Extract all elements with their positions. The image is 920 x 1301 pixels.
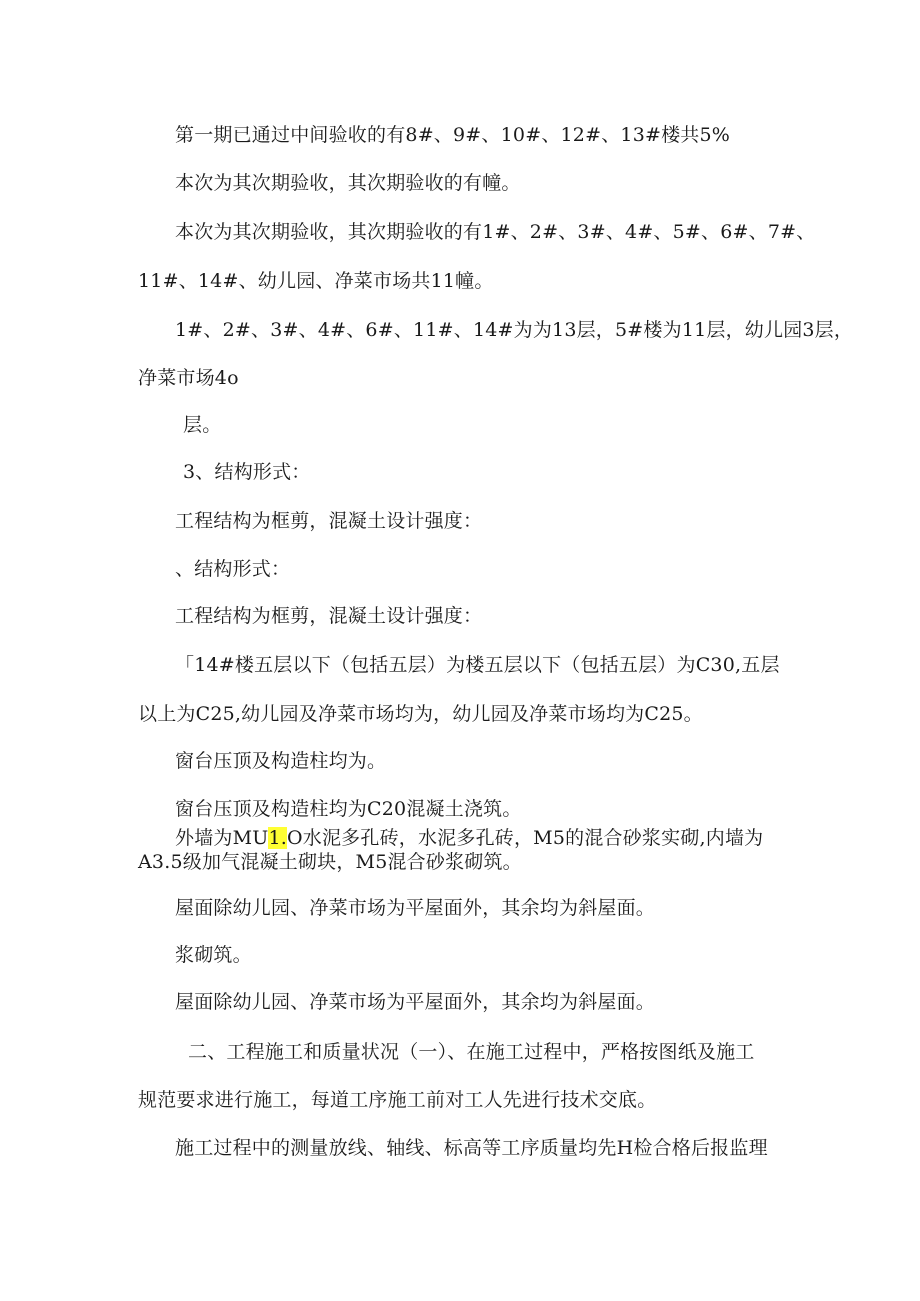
text-line: 1#、2#、3#、4#、6#、11#、14#为为13层，5#楼为11层，幼儿园3层， xyxy=(175,319,854,341)
text-line: 屋面除幼儿园、净菜市场为平屋面外，其余均为斜屋面。 xyxy=(175,991,656,1013)
text-line: 净菜市场4o xyxy=(138,367,239,389)
section-heading: 3、结构形式： xyxy=(183,461,311,483)
text-line: 窗台压顶及构造柱均为。 xyxy=(175,750,387,772)
text-line: 施工过程中的测量放线、轴线、标高等工序质量均先H检合格后报监理 xyxy=(175,1137,768,1159)
text-line: 屋面除幼儿园、净菜市场为平屋面外，其余均为斜屋面。 xyxy=(175,897,656,919)
text-line-wall xyxy=(175,826,763,850)
section-heading: 、结构形式： xyxy=(175,558,291,580)
text-line: 浆砌筑。 xyxy=(175,944,252,966)
text-line: 11#、14#、幼儿园、净菜市场共11幢。 xyxy=(138,270,494,292)
text-line: 规范要求进行施工，每道工序施工前对工人先进行技术交底。 xyxy=(138,1089,657,1111)
text-line: 第一期已通过中间验收的有8#、9#、10#、12#、13#楼共5% xyxy=(175,124,731,146)
wall-text-before: 外墙为MU xyxy=(175,827,269,849)
text-line: 窗台压顶及构造柱均为C20混凝土浇筑。 xyxy=(175,798,522,820)
text-line: 以上为C25,幼儿园及净菜市场均为，幼儿园及净菜市场均为C25。 xyxy=(138,703,703,725)
section-heading: 二、工程施工和质量状况（一）、在施工过程中，严格按图纸及施工 xyxy=(188,1041,755,1063)
text-line: 层。 xyxy=(183,414,222,436)
text-line: A3.5级加气混凝土砌块，M5混合砂浆砌筑。 xyxy=(138,851,522,873)
text-line: 本次为其次期验收，其次期验收的有1#、2#、3#、4#、5#、6#、7#、 xyxy=(175,221,816,243)
text-line: 「14#楼五层以下（包括五层）为楼五层以下（包括五层）为C30,五层 xyxy=(175,654,780,676)
wall-text-after: O水泥多孔砖，水泥多孔砖，M5的混合砂浆实砌,内墙为 xyxy=(287,827,764,849)
highlighted-text: 1. xyxy=(268,827,287,849)
text-line: 工程结构为框剪，混凝土设计强度： xyxy=(175,605,483,627)
text-line: 工程结构为框剪，混凝土设计强度： xyxy=(175,510,483,532)
text-line: 本次为其次期验收，其次期验收的有幢。 xyxy=(175,172,521,194)
